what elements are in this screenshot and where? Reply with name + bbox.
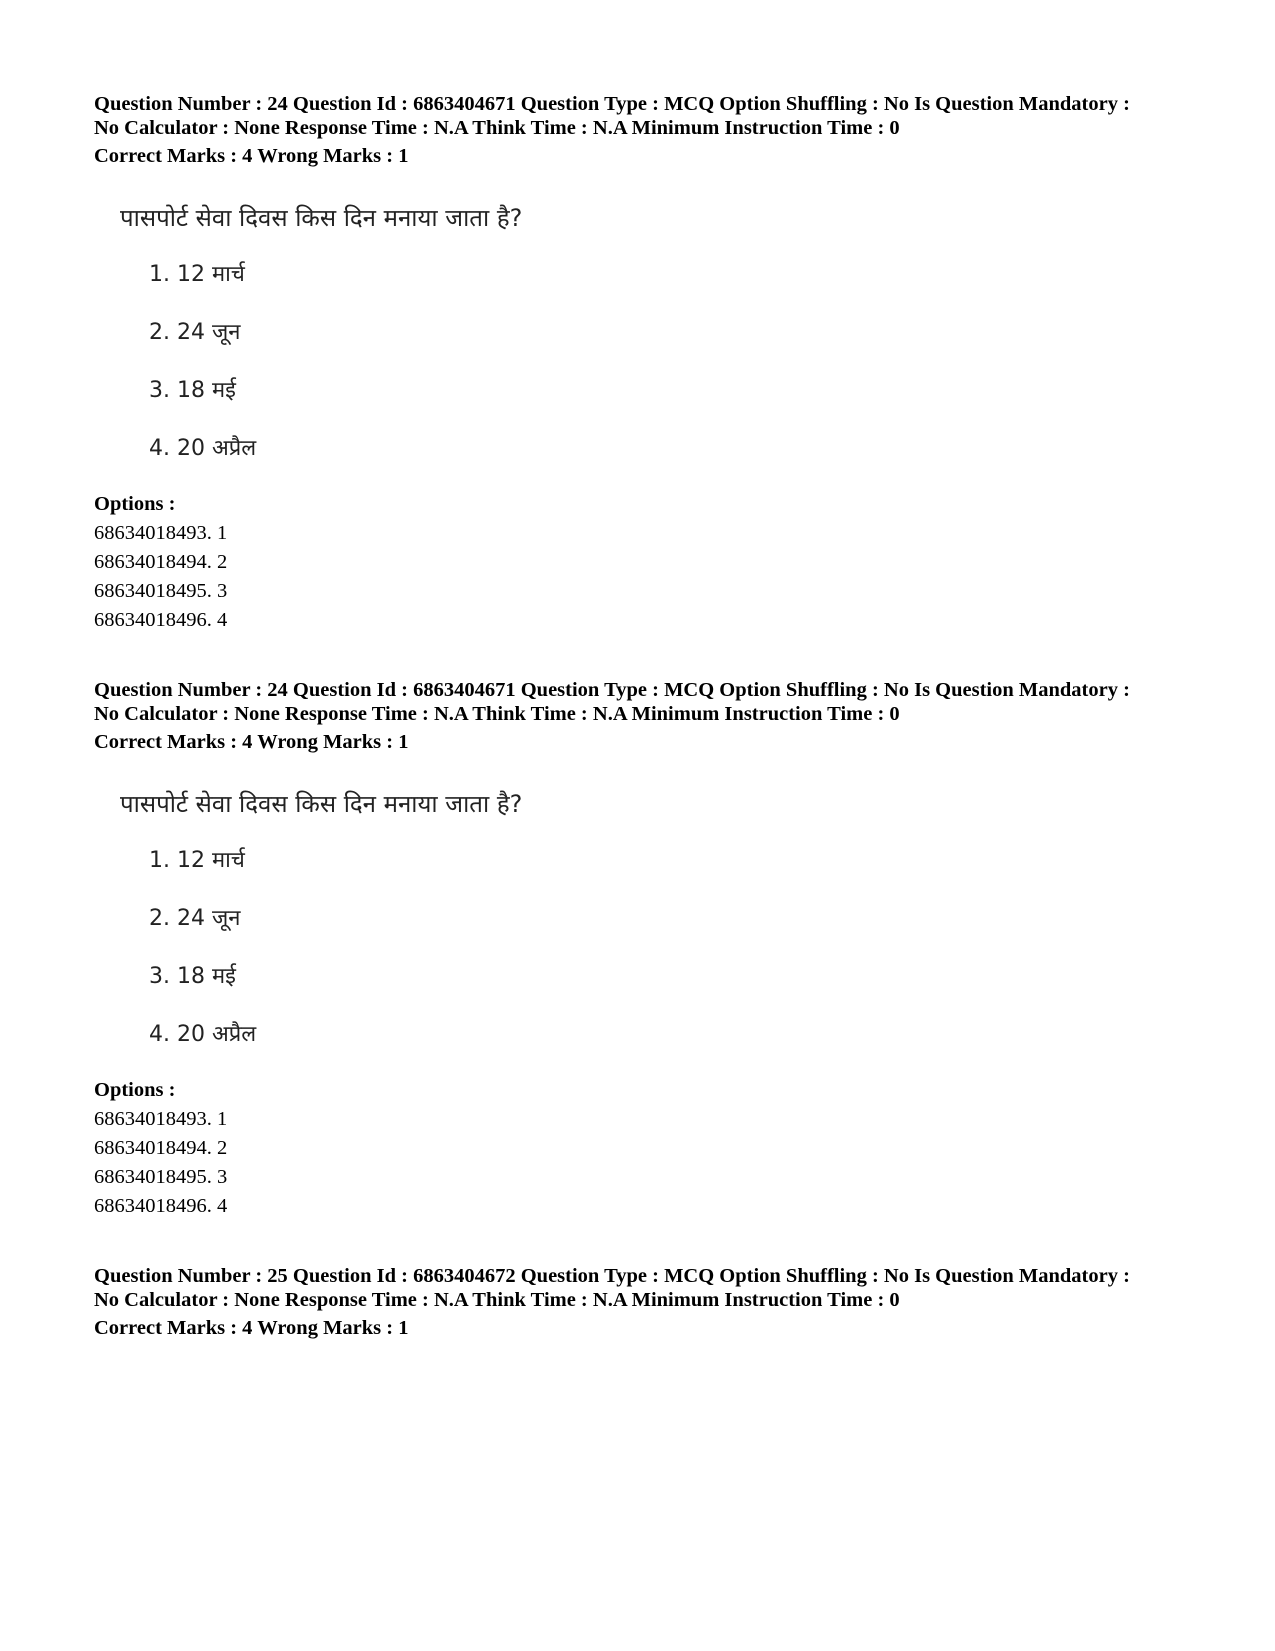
question-marks: Correct Marks : 4 Wrong Marks : 1 xyxy=(94,731,409,753)
options-label: Options : xyxy=(94,1079,176,1101)
choice-1: 1. 12 मार्च xyxy=(149,262,245,287)
option-id-4: 68634018496. 4 xyxy=(94,609,228,631)
choice-3: 3. 18 मई xyxy=(149,964,236,989)
choice-1: 1. 12 मार्च xyxy=(149,848,245,873)
choice-2: 2. 24 जून xyxy=(149,906,241,931)
option-id-1: 68634018493. 1 xyxy=(94,522,228,544)
question-meta-line-1: Question Number : 25 Question Id : 6863404672 Question Type : MCQ Option Shuffling : No Is Question Mandatory : xyxy=(94,1265,1130,1287)
option-id-4: 68634018496. 4 xyxy=(94,1195,228,1217)
question-meta-line-1: Question Number : 24 Question Id : 6863404671 Question Type : MCQ Option Shuffling : No Is Question Mandatory : xyxy=(94,93,1130,115)
option-id-3: 68634018495. 3 xyxy=(94,1166,228,1188)
option-id-2: 68634018494. 2 xyxy=(94,1137,228,1159)
option-id-1: 68634018493. 1 xyxy=(94,1108,228,1130)
option-id-3: 68634018495. 3 xyxy=(94,580,228,602)
options-label: Options : xyxy=(94,493,176,515)
choice-3: 3. 18 मई xyxy=(149,378,236,403)
question-marks: Correct Marks : 4 Wrong Marks : 1 xyxy=(94,145,409,167)
question-meta-line-1: Question Number : 24 Question Id : 6863404671 Question Type : MCQ Option Shuffling : No Is Question Mandatory : xyxy=(94,679,1130,701)
question-meta-line-2: No Calculator : None Response Time : N.A Think Time : N.A Minimum Instruction Time : 0 xyxy=(94,1289,900,1311)
question-text: पासपोर्ट सेवा दिवस किस दिन मनाया जाता है? xyxy=(120,790,523,818)
choice-4: 4. 20 अप्रैल xyxy=(149,436,257,461)
question-marks: Correct Marks : 4 Wrong Marks : 1 xyxy=(94,1317,409,1339)
question-meta-line-2: No Calculator : None Response Time : N.A Think Time : N.A Minimum Instruction Time : 0 xyxy=(94,117,900,139)
question-meta-line-2: No Calculator : None Response Time : N.A Think Time : N.A Minimum Instruction Time : 0 xyxy=(94,703,900,725)
option-id-2: 68634018494. 2 xyxy=(94,551,228,573)
choice-2: 2. 24 जून xyxy=(149,320,241,345)
question-text: पासपोर्ट सेवा दिवस किस दिन मनाया जाता है? xyxy=(120,204,523,232)
choice-4: 4. 20 अप्रैल xyxy=(149,1022,257,1047)
